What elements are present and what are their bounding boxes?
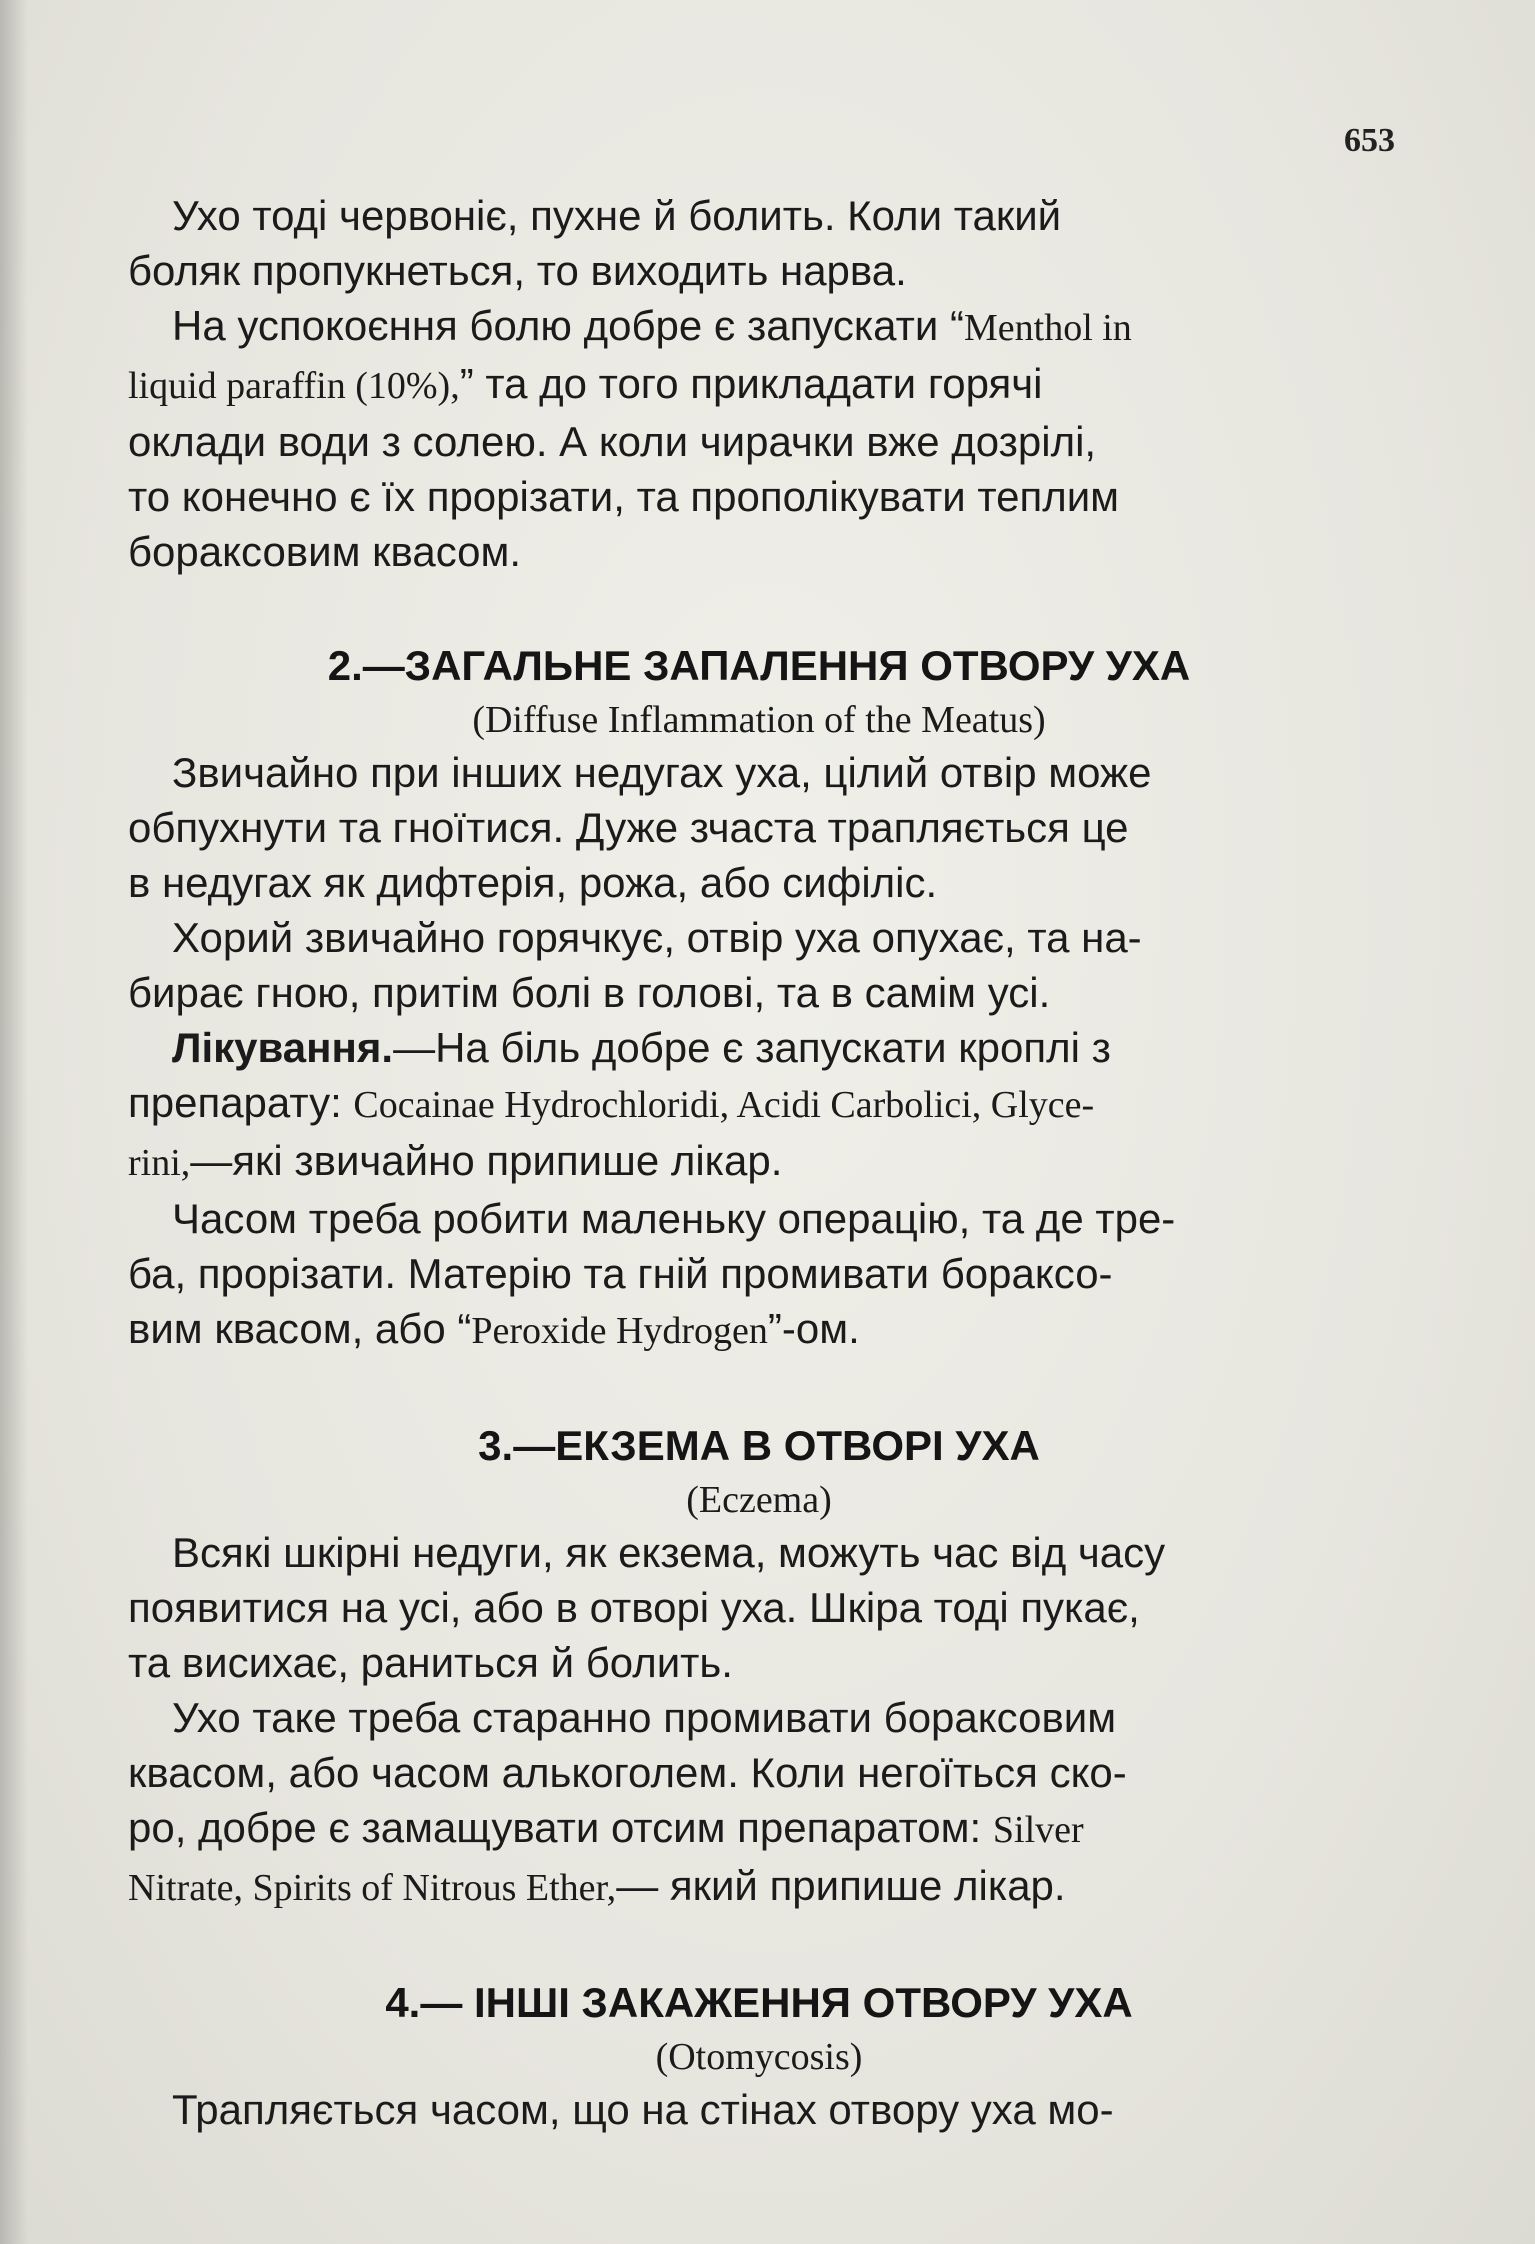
text-line xyxy=(128,298,1390,356)
text-span: На успокоєння болю добре є запускати “ xyxy=(172,302,964,349)
text-line: то конечно є їх прорізати, та прополікувати теплим xyxy=(128,473,1120,520)
text-line: бирає гною, притім болі в голові, та в самім усі. xyxy=(128,969,1051,1016)
text-line xyxy=(128,1020,1390,1075)
section-3-paragraph-1 xyxy=(128,1525,1390,1690)
text-line xyxy=(128,1858,1390,1916)
text-line: в недугах як дифтерія, рожа, або сифіліс. xyxy=(128,859,938,906)
intro-paragraph-1 xyxy=(128,188,1390,298)
latin-term: Cocainae Hydrochloridi, Acidi Carbolici, Glyce- xyxy=(353,1084,1095,1126)
section-2-heading: 2.—ЗАГАЛЬНЕ ЗАПАЛЕННЯ ОТВОРУ УХА xyxy=(327,642,1191,689)
text-line: оклади води з солею. А коли чирачки вже дозрілі, xyxy=(128,418,1097,465)
text-line: бораксовим квасом. xyxy=(128,528,522,575)
text-line: квасом, або часом алькоголем. Коли негоїться ско- xyxy=(128,1749,1127,1796)
section-2-paragraph-2 xyxy=(128,910,1390,1020)
latin-term: Peroxide Hydrogen xyxy=(471,1310,768,1352)
latin-term: Silver xyxy=(992,1809,1084,1851)
latin-term: liquid paraffin (10%), xyxy=(128,365,460,407)
section-2-paragraph-4 xyxy=(128,1191,1390,1359)
section-4-paragraph-1 xyxy=(128,2082,1390,2137)
section-2-subheading: (Diffuse Inflammation of the Meatus) xyxy=(472,699,1046,741)
text-span: препарату: xyxy=(128,1079,354,1126)
text-line: ба, прорізати. Матерію та гній промивати бораксо- xyxy=(128,1250,1113,1297)
text-line: Трапляється часом, що на стінах отвору уха мо- xyxy=(172,2086,1114,2133)
latin-term: rini, xyxy=(128,1142,191,1184)
text-line xyxy=(128,1800,1390,1858)
text-line xyxy=(128,1075,1390,1133)
text-line: появитися на усі, або в отворі уха. Шкіра тоді пукає, xyxy=(128,1584,1140,1631)
text-line xyxy=(128,1301,1390,1359)
page-body xyxy=(128,188,1390,2137)
text-span: вим квасом, або “ xyxy=(128,1305,472,1352)
text-line: обпухнути та гноїтися. Дуже зчаста трапляється це xyxy=(128,804,1129,851)
section-4-heading: 4.— ІНШІ ЗАКАЖЕННЯ ОТВОРУ УХА xyxy=(385,1979,1133,2026)
text-line: Всякі шкірні недуги, як екзема, можуть час від часу xyxy=(172,1529,1166,1576)
latin-term: Nitrate, Spirits of Nitrous Ether, xyxy=(128,1867,617,1909)
intro-paragraph-2 xyxy=(128,298,1390,579)
text-line: боляк пропукнеться, то виходить нарва. xyxy=(128,247,907,294)
latin-term: Menthol in xyxy=(963,307,1132,349)
text-span: ”-ом. xyxy=(767,1305,860,1352)
page-gutter-shadow xyxy=(0,0,28,2244)
text-span: ро, добре є замащувати отсим препаратом: xyxy=(128,1804,993,1851)
text-span: —На біль добре є запускати кроплі з xyxy=(393,1024,1111,1071)
text-line: Хорий звичайно горячкує, отвір уха опухає, та на- xyxy=(172,914,1142,961)
section-2-paragraph-3 xyxy=(128,1020,1390,1191)
text-span: ” та до того прикладати горячі xyxy=(459,360,1043,407)
text-line: та висихає, раниться й болить. xyxy=(128,1639,733,1686)
section-3-paragraph-2 xyxy=(128,1690,1390,1916)
text-line xyxy=(128,356,1390,414)
section-2-paragraph-1 xyxy=(128,745,1390,910)
page-number: 653 xyxy=(1344,122,1395,159)
text-line xyxy=(128,1133,1390,1191)
section-4-subheading: (Otomycosis) xyxy=(655,2036,863,2078)
treatment-label: Лікування. xyxy=(172,1024,394,1071)
text-span: — який припише лікар. xyxy=(616,1862,1066,1909)
text-line: Часом треба робити маленьку операцію, та де тре- xyxy=(172,1195,1176,1242)
section-3-subheading: (Eczema) xyxy=(686,1479,832,1521)
text-line: Ухо тоді червоніє, пухне й болить. Коли такий xyxy=(172,192,1062,239)
section-3-heading: 3.—ЕКЗЕМА В ОТВОРІ УХА xyxy=(478,1422,1040,1469)
text-line: Звичайно при інших недугах уха, цілий отвір може xyxy=(172,749,1152,796)
text-line: Ухо таке треба старанно промивати бораксовим xyxy=(172,1694,1117,1741)
text-span: —які звичайно припише лікар. xyxy=(190,1137,783,1184)
